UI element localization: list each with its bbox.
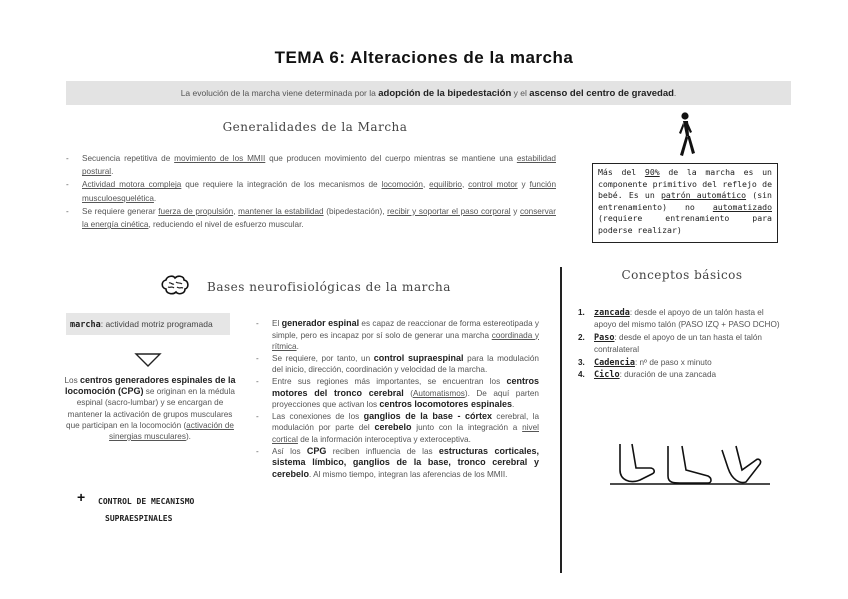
text-run: junto con la integración a <box>411 423 523 433</box>
column-divider <box>560 267 562 573</box>
underlined-text: conservar la energía cinética <box>82 206 556 230</box>
page-title: TEMA 6: Alteraciones de la marcha <box>274 48 574 67</box>
text-run: (bipedestación), <box>323 206 388 216</box>
text-run: ( <box>403 388 413 398</box>
text-run: ). De aquí parten proyecciones que activan los <box>272 388 539 410</box>
text-run: . <box>153 193 157 203</box>
underlined-text: equilibrio <box>429 180 462 190</box>
banner-text: . <box>673 88 677 98</box>
text-run: de la información interoceptiva y exteroceptiva. <box>297 434 471 444</box>
generador-item <box>256 318 539 353</box>
concepto-term: zancada <box>594 308 630 318</box>
brain-icon <box>160 275 190 297</box>
text-run: , <box>461 180 469 190</box>
cpg-text: ). <box>185 432 191 442</box>
underlined-text: control motor <box>468 180 518 190</box>
generador-item <box>256 376 539 411</box>
text-run: reciben influencia de las <box>326 446 439 456</box>
generador-item <box>256 353 539 376</box>
banner-text: La evolución de la marcha viene determinada por la <box>180 88 376 98</box>
concepto-item <box>578 357 786 369</box>
strong-text: generador espinal <box>281 318 360 328</box>
plus-icon: + <box>77 489 86 505</box>
bases-heading: Bases neurofisiológicas de la marcha <box>207 280 451 294</box>
text-run: cerebral, la modulación por parte del <box>272 411 539 433</box>
underlined-text: recibir y soportar el paso corporal <box>387 206 511 216</box>
concepto-number: 3. <box>578 357 585 367</box>
underlined-text: Automatismos <box>412 388 465 398</box>
generador-item <box>256 446 539 481</box>
concepto-definition: : nº de paso x minuto <box>634 357 712 367</box>
concepto-number: 4. <box>578 370 585 380</box>
text-run: , <box>422 180 430 190</box>
control-label-line2: SUPRAESPINALES <box>105 514 173 523</box>
strong-text: centros motores del tronco cerebral <box>272 375 539 398</box>
underlined-text: movimiento de los MMII <box>174 154 266 163</box>
text-run: . <box>511 400 515 410</box>
generalidades-item <box>66 152 556 178</box>
cpg-text: se originan en la médula espinal (sacro-lumbar) y se encargan de mantener la activación de grupos musculares que participan en la locomoción ( <box>66 387 235 430</box>
underlined-text: fuerza de propulsión <box>158 206 234 216</box>
intro-banner <box>66 81 791 105</box>
strong-text: centros locomotores espinales <box>379 399 512 410</box>
concepto-number: 1. <box>578 308 585 317</box>
control-label-line1: CONTROL DE MECANISMO <box>98 497 195 506</box>
callout-percent: 90% <box>644 167 660 177</box>
banner-strong: adopción de la bipedestación <box>378 88 512 99</box>
text-run: y <box>510 206 521 216</box>
concepto-item <box>578 307 786 332</box>
text-run: . Al mismo tiempo, integran las aferencias de los MMII. <box>309 469 508 479</box>
text-run: . <box>111 167 114 177</box>
text-run: que producen movimiento del cuerpo mientras se mantiene una <box>265 154 517 163</box>
text-run: Las conexiones de los <box>272 411 364 421</box>
marcha-label: marcha <box>70 320 101 330</box>
text-run: Entre sus regiones más importantes, se encuentran los <box>272 376 507 386</box>
concepto-definition: : desde el apoyo de un talón hasta el apoyo del mismo talón (PASO IZQ + PASO DCHO) <box>594 308 780 330</box>
cpg-underline: activación de sinergias musculares <box>109 420 234 442</box>
strong-text: CPG <box>306 445 327 456</box>
text-run: Se requiere, por tanto, un <box>272 353 374 363</box>
text-run: para la modulación del inicio, dirección, coordinación y velocidad de la marcha. <box>272 353 539 375</box>
underlined-text: estabilidad postural <box>82 154 556 177</box>
underlined-text: nivel cortical <box>272 423 539 444</box>
conceptos-heading: Conceptos básicos <box>621 268 743 282</box>
underlined-text: coordinada y rítmica <box>272 330 539 352</box>
callout-text: (requiere entrenamiento para poderse realizar) <box>598 213 772 235</box>
concepto-definition: : duración de una zancada <box>619 370 717 380</box>
concepto-item <box>578 332 786 357</box>
concepto-definition: : desde el apoyo de un tan hasta el talón contralateral <box>594 332 762 355</box>
generalidades-list <box>66 152 556 231</box>
cpg-text: Los <box>64 376 80 385</box>
text-run: y <box>517 180 530 190</box>
text-run: Se requiere generar <box>82 206 159 216</box>
generador-list <box>256 318 539 480</box>
feet-illustration <box>610 440 770 486</box>
text-run: Así los <box>272 446 307 456</box>
text-run: El <box>272 319 282 328</box>
strong-text: cerebelo <box>374 422 412 433</box>
text-run: , reduciendo el nivel de esfuerzo muscular. <box>148 220 304 230</box>
concepto-number: 2. <box>578 332 585 342</box>
concepto-term: Ciclo <box>594 370 620 381</box>
text-run: que requiere la integración de los mecanismos de <box>181 180 382 190</box>
text-run: Secuencia repetitiva de <box>82 154 175 163</box>
arrow-down-icon <box>134 352 162 368</box>
generalidades-item <box>66 178 556 204</box>
concepto-term: Paso <box>594 332 615 343</box>
callout-text: Más del <box>598 167 645 177</box>
underlined-text: Actividad motora compleja <box>82 180 182 190</box>
cpg-description <box>62 375 238 442</box>
banner-strong: ascenso del centro de gravedad <box>529 88 674 99</box>
concepto-item <box>578 369 786 381</box>
concepto-term: Cadencia <box>594 357 635 368</box>
generador-item <box>256 411 539 446</box>
callout-text: (sin entrenamiento) no <box>598 190 772 212</box>
callout-automatizado: automatizado <box>712 201 772 212</box>
underlined-text: mantener la estabilidad <box>238 206 324 216</box>
text-run: es capaz de reaccionar de forma estereotipada y simple, pero es incapaz por sí solo de generar una marcha <box>272 319 539 340</box>
conceptos-list <box>578 307 786 381</box>
strong-text: control supraespinal <box>373 352 464 363</box>
text-run: . <box>296 342 299 352</box>
callout-pattern: patrón automático <box>660 190 747 201</box>
underlined-text: locomoción <box>381 180 423 190</box>
strong-text: estructuras corticales, sistema límbico, ganglios de la base, tronco cerebral y cerebelo <box>272 445 539 479</box>
generalidades-heading: Generalidades de la Marcha <box>222 120 408 134</box>
banner-text: y el <box>513 88 527 98</box>
text-run: , <box>233 206 239 216</box>
generalidades-item <box>66 205 556 231</box>
strong-text: ganglios de la base - córtex <box>363 410 493 421</box>
callout-box <box>592 163 778 243</box>
underlined-text: función musculoesquelética <box>82 180 556 203</box>
walking-person-icon <box>670 112 700 158</box>
callout-text: de la marcha es un componente primitivo del reflejo de bebé. Es un <box>598 167 772 201</box>
marcha-def-text: : actividad motriz programada <box>100 319 213 329</box>
cpg-strong: centros generadores espinales de la locomoción (CPG) <box>65 375 236 397</box>
marcha-definition <box>66 313 230 335</box>
